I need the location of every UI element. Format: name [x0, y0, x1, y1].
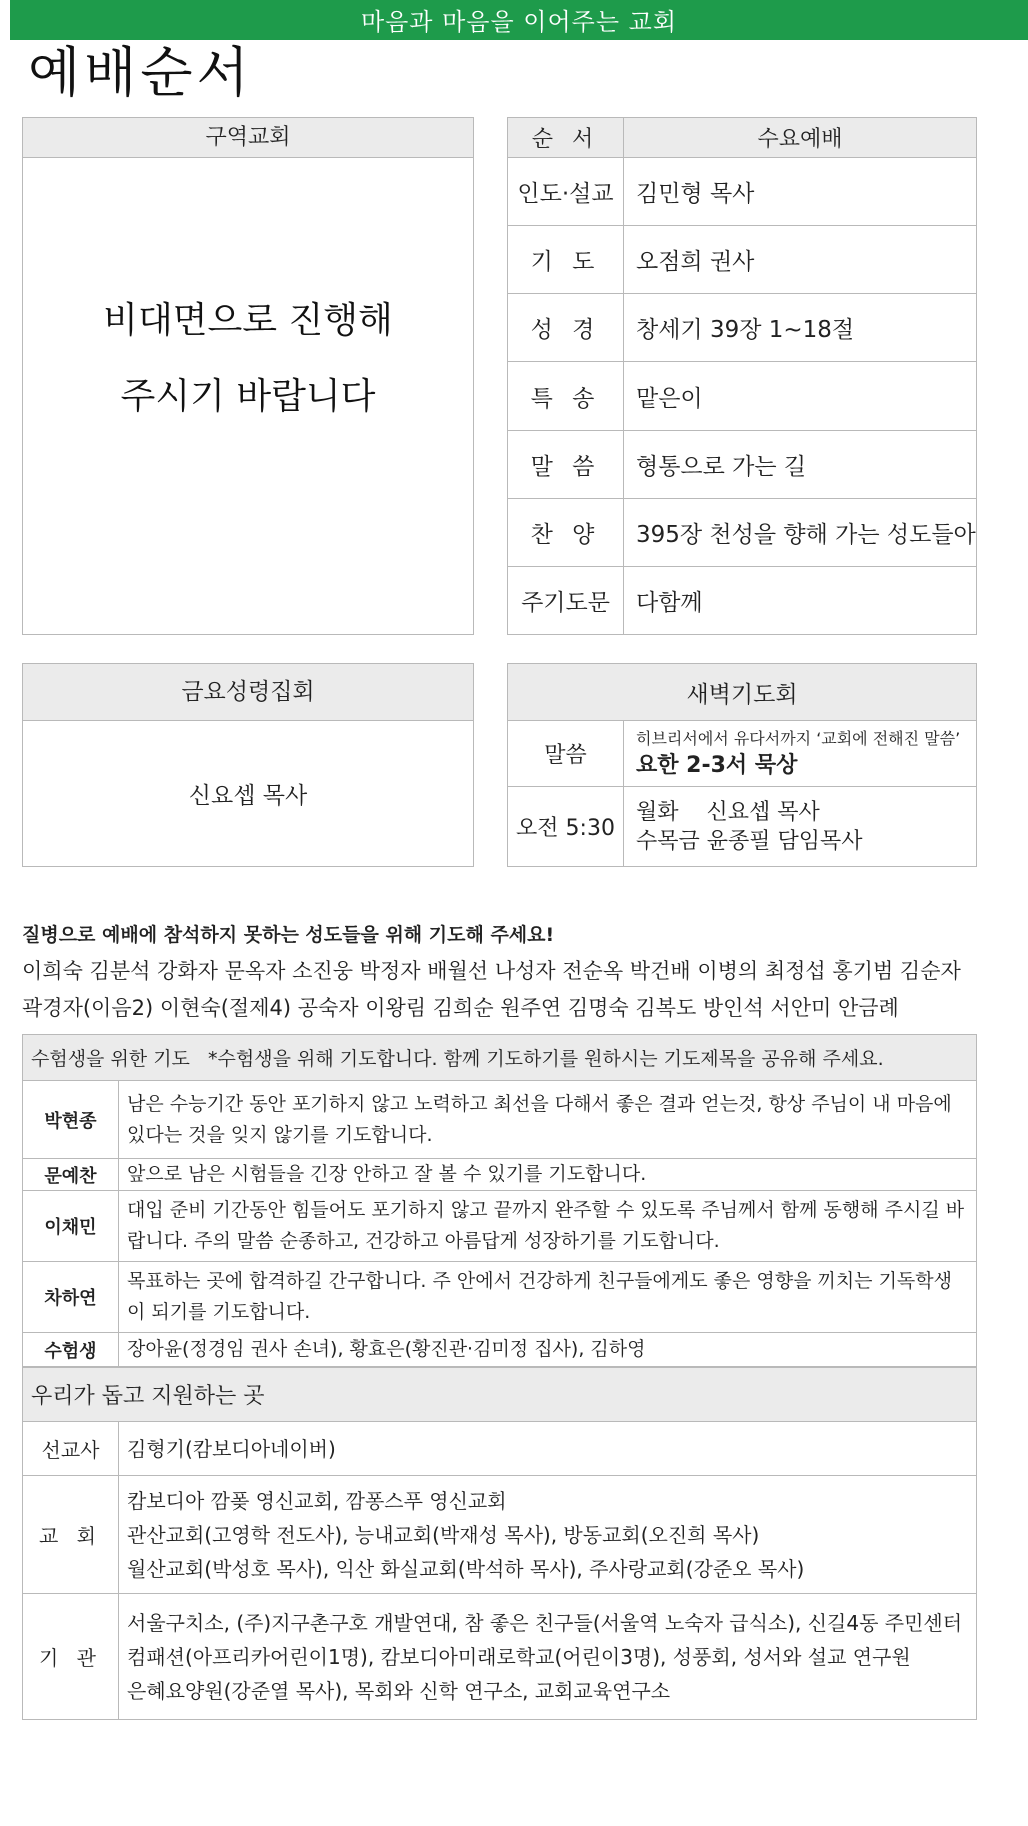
dawn-schedule-line: 수목금 윤종필 담임목사 [636, 828, 863, 854]
dawn-schedule-line: 월화 신요셉 목사 [636, 799, 820, 825]
dawn-time-row [508, 787, 977, 867]
order-row-key: 주기도문 [508, 566, 624, 634]
exam-prayer-text: 남은 수능기간 동안 포기하지 않고 노력하고 최선을 다해서 좋은 결과 얻는것, 항상 주님이 내 마음에 있다는 것을 잊지 않기를 기도합니다. [119, 1081, 977, 1159]
order-row-key: 찬 양 [508, 498, 624, 566]
prayer-names [22, 953, 1012, 1027]
support-row [23, 1476, 977, 1594]
order-row-key: 성 경 [508, 294, 624, 362]
exam-prayer-text: 목표하는 곳에 합격하길 간구합니다. 주 안에서 건강하게 친구들에게도 좋은 영향을 끼치는 기독학생이 되기를 기도합니다. [119, 1262, 977, 1333]
support-list-line: 서울구치소, (주)지구촌구호 개발연대, 참 좋은 친구들(서울역 노숙자 급식소), 신길4동 주민센터 [127, 1610, 963, 1635]
dawn-prayer-header: 새벽기도회 [508, 664, 977, 721]
order-row-value: 맡은이 [624, 362, 977, 430]
exam-row [23, 1262, 977, 1333]
prayer-names-line: 곽경자(이음2) 이현숙(절제4) 공숙자 이왕림 김희순 원주연 김명숙 김복도 방인석 서안미 안금례 [22, 996, 899, 1020]
exam-row [23, 1081, 977, 1159]
order-row-key: 특 송 [508, 362, 624, 430]
friday-meeting-leader: 신요셉 목사 [188, 783, 308, 809]
support-header-row [23, 1368, 977, 1422]
support-list-line: 관산교회(고영학 전도사), 능내교회(박재성 목사), 방동교회(오진희 목사) [127, 1522, 760, 1547]
order-row [508, 226, 977, 294]
order-row [508, 158, 977, 226]
wednesday-header-row [508, 118, 977, 158]
order-row [508, 566, 977, 634]
wednesday-order-table [507, 117, 977, 635]
order-row-value: 395장 천성을 향해 가는 성도들아 [624, 498, 977, 566]
support-list-line: 캄보디아 깜퐂 영신교회, 깜퐁스푸 영신교회 [127, 1488, 507, 1513]
dawn-word-title: 요한 2-3서 묵상 [636, 752, 798, 778]
district-message-line: 비대면으로 진행해 [103, 300, 393, 341]
support-list-line: 월산교회(박성호 목사), 익산 화실교회(박석하 목사), 주사랑교회(강준오 목사) [127, 1556, 805, 1581]
dawn-word-label: 말씀 [508, 721, 624, 787]
dawn-time-label: 오전 5:30 [508, 787, 624, 867]
support-list-line: 컴패션(아프리카어린이1명), 캄보디아미래로학교(어린이3명), 성풍회, 성서와 설교 연구원 [127, 1644, 911, 1669]
support-category: 교 회 [23, 1476, 119, 1594]
exam-header-row [23, 1035, 977, 1081]
friday-meeting-header: 금요성령집회 [23, 664, 473, 721]
prayer-request-title: 질병으로 예배에 참석하지 못하는 성도들을 위해 기도해 주세요! [22, 924, 555, 946]
support-list [119, 1422, 977, 1476]
order-row [508, 362, 977, 430]
support-row [23, 1422, 977, 1476]
support-list [119, 1594, 977, 1720]
support-list-line: 김형기(캄보디아네이버) [127, 1436, 336, 1461]
support-list [119, 1476, 977, 1594]
order-row [508, 498, 977, 566]
exam-row [23, 1159, 977, 1191]
support-category: 기 관 [23, 1594, 119, 1720]
order-row-value: 형통으로 가는 길 [624, 430, 977, 498]
wednesday-column-header: 수요예배 [624, 118, 977, 158]
order-row-key: 말 씀 [508, 430, 624, 498]
exam-student-name: 수험생 [23, 1333, 119, 1367]
exam-row [23, 1333, 977, 1367]
order-row-key: 기 도 [508, 226, 624, 294]
order-row [508, 294, 977, 362]
exam-prayer-text: 장아윤(정경임 권사 손녀), 황효은(황진관·김미정 집사), 김하영 [119, 1333, 977, 1367]
support-table [22, 1367, 977, 1720]
support-row [23, 1594, 977, 1720]
exam-student-name: 이채민 [23, 1191, 119, 1262]
order-row [508, 430, 977, 498]
dawn-header-row [508, 664, 977, 721]
support-header: 우리가 돕고 지원하는 곳 [23, 1368, 977, 1422]
friday-meeting-box [22, 663, 474, 867]
district-church-header: 구역교회 [23, 118, 473, 158]
order-row-key: 인도·설교 [508, 158, 624, 226]
district-message-line: 주시기 바랍니다 [120, 376, 376, 417]
support-category: 선교사 [23, 1422, 119, 1476]
dawn-prayer-table [507, 663, 977, 867]
top-banner: 마음과 마음을 이어주는 교회 [10, 0, 1028, 40]
page-title: 예배순서 [28, 41, 253, 104]
exam-row [23, 1191, 977, 1262]
dawn-word-subtitle: 히브리서에서 유다서까지 ‘교회에 전해진 말씀’ [636, 728, 961, 748]
exam-prayer-text: 대입 준비 기간동안 힘들어도 포기하지 않고 끝까지 완주할 수 있도록 주님께서 함께 동행해 주시길 바랍니다. 주의 말씀 순종하고, 건강하고 아름답게 성장하기를 기도합니다. [119, 1191, 977, 1262]
district-church-message [23, 283, 473, 435]
order-row-value: 다함께 [624, 566, 977, 634]
district-church-box [22, 117, 474, 635]
order-column-header: 순 서 [508, 118, 624, 158]
dawn-word-row [508, 721, 977, 787]
order-row-value: 김민형 목사 [624, 158, 977, 226]
exam-student-name: 박현종 [23, 1081, 119, 1159]
order-row-value: 오점희 권사 [624, 226, 977, 294]
exam-student-name: 문예찬 [23, 1159, 119, 1191]
exam-student-name: 차하연 [23, 1262, 119, 1333]
dawn-word-value [624, 721, 977, 787]
exam-prayer-table [22, 1034, 977, 1367]
exam-prayer-header: 수험생을 위한 기도 *수험생을 위해 기도합니다. 함께 기도하기를 원하시는 기도제목을 공유해 주세요. [23, 1035, 977, 1081]
prayer-names-line: 이희숙 김분석 강화자 문옥자 소진웅 박정자 배월선 나성자 전순옥 박건배 이병의 최정섭 홍기범 김순자 [22, 959, 961, 983]
dawn-time-value [624, 787, 977, 867]
exam-prayer-text: 앞으로 남은 시험들을 긴장 안하고 잘 볼 수 있기를 기도합니다. [119, 1159, 977, 1191]
order-row-value: 창세기 39장 1~18절 [624, 294, 977, 362]
support-list-line: 은혜요양원(강준열 목사), 목회와 신학 연구소, 교회교육연구소 [127, 1678, 671, 1703]
